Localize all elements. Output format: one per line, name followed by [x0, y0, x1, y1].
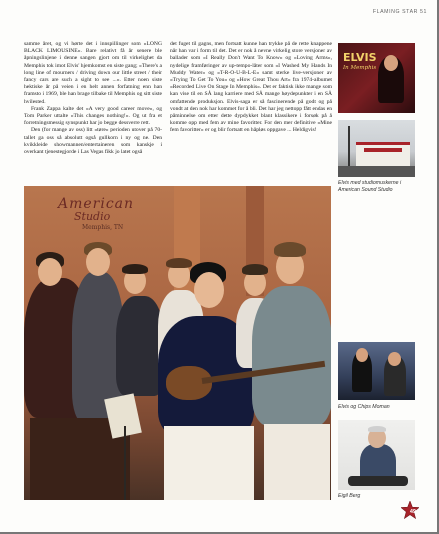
musician-hair — [242, 264, 268, 275]
musician-hair — [122, 264, 148, 274]
album-title: ELVIS — [343, 51, 377, 64]
eigil-berg-photo — [338, 420, 415, 490]
running-header: FLAMING STAR 51 — [372, 9, 427, 15]
building-sign — [364, 148, 402, 152]
paragraph: det fuget til gagns, men fortsatt kunne han trykke på de rette knappene når han var i form til det. Det er nok å nevne virkelig store versjoner av ballader som «I Really Don't Want To Know» og «Loving Arms», nydelige framføringer av up-tempo-låter som «I Washed My Hands In Muddy Water» og «T-R-O-U-B-L-E» samt sterke live-versjoner av «Trying To Get To You» og «How Great Thou Art» fra 1974-albumet «Recorded Live On Stage In Memphis». Det er faktisk ikke mange som kan vise til en SÅ lang karriere med SÅ mange høydepunkter i en SÅ omfattende produksjon. Elvis-saga er så fascinerende på godt og på vondt at den nok har kommet for å bli. Det har jeg nettopp fått endas en påminnelse om etter dette dypdykket blant klassikere i forsøk på å komme opp med fem av mine favoritter. For den mer definitive «Mine fem favoritter» er og blir fortsatt en håpløs oppgave ... Heldigvis! — [170, 41, 332, 134]
building — [356, 142, 410, 169]
musician-trousers — [264, 424, 330, 500]
album-cover-image — [338, 43, 415, 113]
album-subtitle: In Memphis — [343, 65, 377, 71]
musician-hair — [166, 258, 192, 268]
caption-chips: Elvis og Chips Moman — [338, 404, 390, 410]
musician — [116, 296, 164, 396]
studio-building-photo — [338, 120, 415, 177]
person-hair — [368, 426, 386, 432]
text-column-left — [24, 41, 162, 156]
paragraph: samme året, og vi hørte det i innspillinger som «LONG BLACK LIMOUSINE». Bare relativt få år senere ble åpningslinjene i denne sangen gjort om til virkelighet da Memphis tok imot Elvis' hjemkomst en siste gang; «There's a long line of mourners / driving down our little street / their fancy cars are such a sight to see ...». Etter noen siste hektiske år på veien i en helt annen forfatning enn han framsto i 1969, ble han brage tilbake til Memphis og sitt siste hvilested. — [24, 41, 162, 105]
lamp-post — [348, 126, 350, 168]
street — [338, 166, 415, 177]
musician-right — [252, 286, 331, 426]
studio-sign — [58, 196, 134, 231]
caption-studio: Elvis med studiomuskerne i American Sound Studio — [338, 180, 402, 193]
paragraph: Den (for mange av oss) litt «tøre» perioden utover på 70-tallet ga oss så absolutt også gullkorn i ny og ne. Den kvikkleide showmannen/entertaineren som kanskje i overkant tjenestegjorde i Las Vegas fikk jo latet også — [24, 127, 162, 156]
studio-sign-line1: American — [58, 196, 135, 212]
person-trousers — [348, 476, 408, 486]
elvis-face — [356, 348, 368, 362]
chips-face — [388, 352, 401, 366]
music-stand — [124, 426, 126, 500]
musician-hair — [274, 242, 306, 257]
elvis-trousers — [164, 426, 254, 500]
page-number: 49 — [409, 509, 416, 515]
caption-eigil: Eigil Berg — [338, 493, 361, 499]
text-column-right — [170, 41, 332, 135]
musician-face — [86, 248, 110, 276]
elvis-chips-photo — [338, 342, 415, 400]
studio-sign-line2: Studio — [74, 210, 111, 223]
studio-sign-line3: Memphis, TN — [82, 224, 124, 231]
studio-group-photo — [24, 186, 331, 500]
musician-face — [38, 258, 62, 286]
elvis-face — [194, 272, 224, 308]
album-face — [384, 55, 398, 71]
paragraph: Frank Zappa kalte det «A very good career move», og Tom Parker uttalte «This changes nothing!». Og ut fra et forretningsmessig synspunkt har jo begge dessverre rett. — [24, 105, 162, 127]
